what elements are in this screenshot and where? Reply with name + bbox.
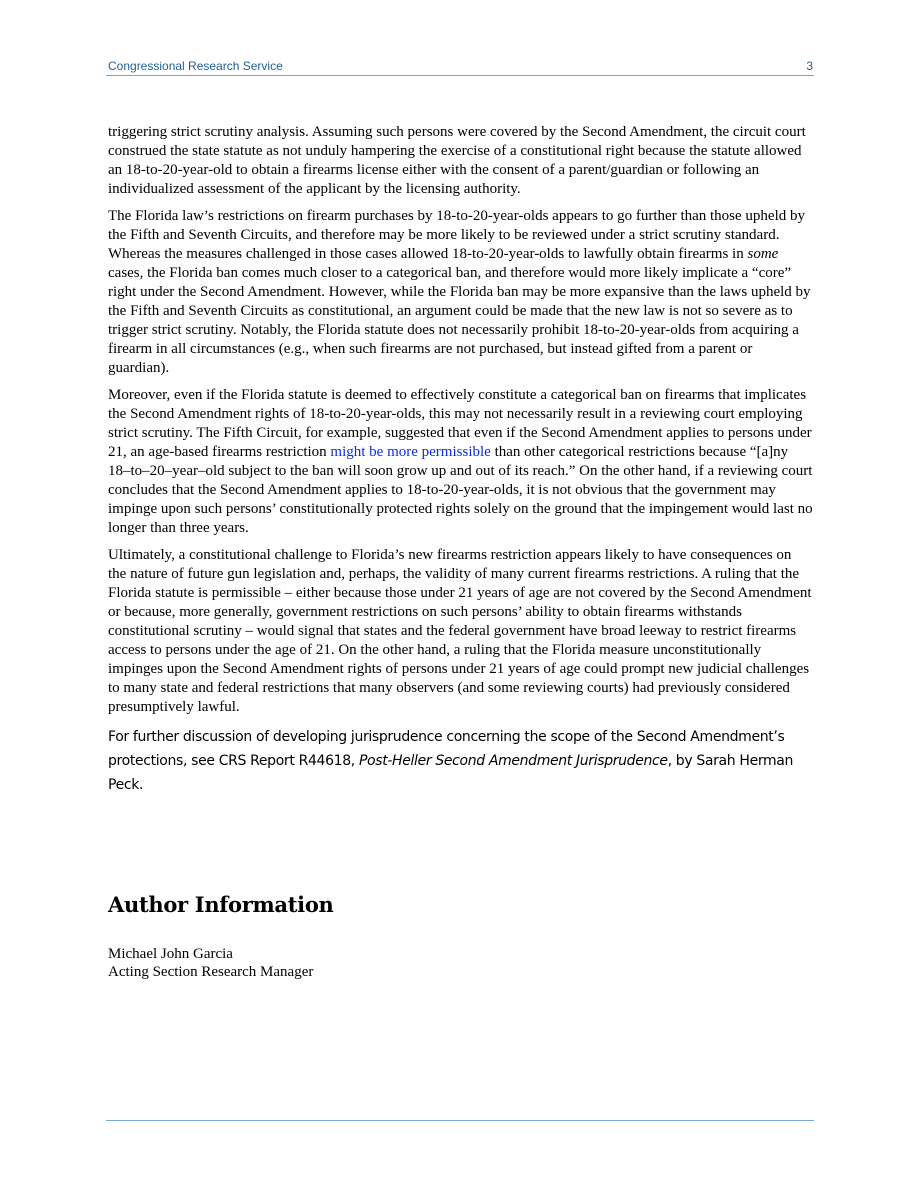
author-information-heading: Author Information (108, 892, 334, 917)
page-header (108, 59, 813, 73)
paragraph-2-text-a: The Florida law’s restrictions on firearm purchases by 18-to-20-year-olds appears to go further than those upheld by the Fifth and Seventh Circuits, and therefore may be more likely to be reviewed under a strict scrutiny standard. Whereas the measures challenged in those cases allowed 18-to-20-year-olds to lawfully obtain firearms in (108, 208, 806, 262)
header-divider (106, 75, 814, 76)
paragraph-2-text-b: cases, the Florida ban comes much closer to a categorical ban, and therefore would more likely implicate a “core” right under the Second Amendment. However, while the Florida ban may be more expansive than the laws upheld by the Fifth and Seventh Circuits as constitutional, an argument could be made that the new law is not so severe as to trigger strict scrutiny. Notably, the Florida statute does not necessarily prohibit 18-to-20-year-olds from acquiring a firearm in all circumstances (e.g., when such firearms are not purchased, but instead gifted from a parent or guardian). (108, 265, 811, 376)
author-block (108, 945, 313, 981)
footer-divider (106, 1120, 814, 1121)
header-page-number: 3 (806, 59, 813, 73)
author-title: Acting Section Research Manager (108, 964, 314, 980)
paragraph-3-text-a: Moreover, even if the Florida statute is deemed to effectively constitute a categorical ban on firearms that implicates the Second Amendment rights of 18-to-20-year-olds, this may not necessarily result in a reviewing court employing strict scrutiny. The Fifth Circuit, for example, suggested that even if the Second Amendment applies to persons under 21, an age-based firearms restriction (108, 387, 812, 460)
note-report-title: Post-Heller Second Amendment Jurisprudence (358, 753, 668, 769)
note-text-b: , by Sarah Herman Peck. (108, 753, 794, 793)
paragraph-2 (108, 207, 813, 378)
further-discussion-note (108, 725, 813, 797)
paragraph-3-text-b: than other categorical restrictions because “[a]ny 18–to–20–year–old subject to the ban will soon grow up and out of its reach.” On the other hand, if a reviewing court concludes that the Second Amendment applies to 18-to-20-year-olds, it is not obvious that the government may impinge upon such persons’ constitutionally protected rights solely on the ground that the impingement would last no longer than three years. (108, 444, 813, 536)
paragraph-4: Ultimately, a constitutional challenge to Florida’s new firearms restriction appears likely to have consequences on the nature of future gun legislation and, perhaps, the validity of many current firearms restrictions. A ruling that the Florida statute is permissible – either because those under 21 years of age are not covered by the Second Amendment or because, more generally, government restrictions on such persons’ ability to obtain firearms withstands constitutional scrutiny – would signal that states and the federal government have broad leeway to restrict firearms access to persons under the age of 21. On the other hand, a ruling that the Florida measure unconstitutionally impinges upon the Second Amendment rights of persons under 21 years of age could prompt new judicial challenges to many state and federal restrictions that many observers (and some reviewing courts) had previously considered presumptively lawful. (108, 547, 812, 715)
header-org-name: Congressional Research Service (108, 59, 283, 73)
paragraph-2-emphasis: some (747, 246, 779, 262)
note-text-a: For further discussion of developing jurisprudence concerning the scope of the Second Amendment’s protections, see CRS Report R44618, (108, 729, 785, 769)
paragraph-3 (108, 386, 813, 538)
paragraph-1: triggering strict scrutiny analysis. Assuming such persons were covered by the Second Amendment, the circuit court construed the state statute as not unduly hampering the exercise of a constitutional right because the statute allowed an 18-to-20-year-old to obtain a firearms license either with the consent of a parent/guardian or following an individualized assessment of the applicant by the licensing authority. (108, 124, 806, 197)
document-body (108, 123, 813, 805)
permissible-link[interactable]: might be more permissible (330, 444, 491, 460)
author-name: Michael John Garcia (108, 946, 233, 962)
